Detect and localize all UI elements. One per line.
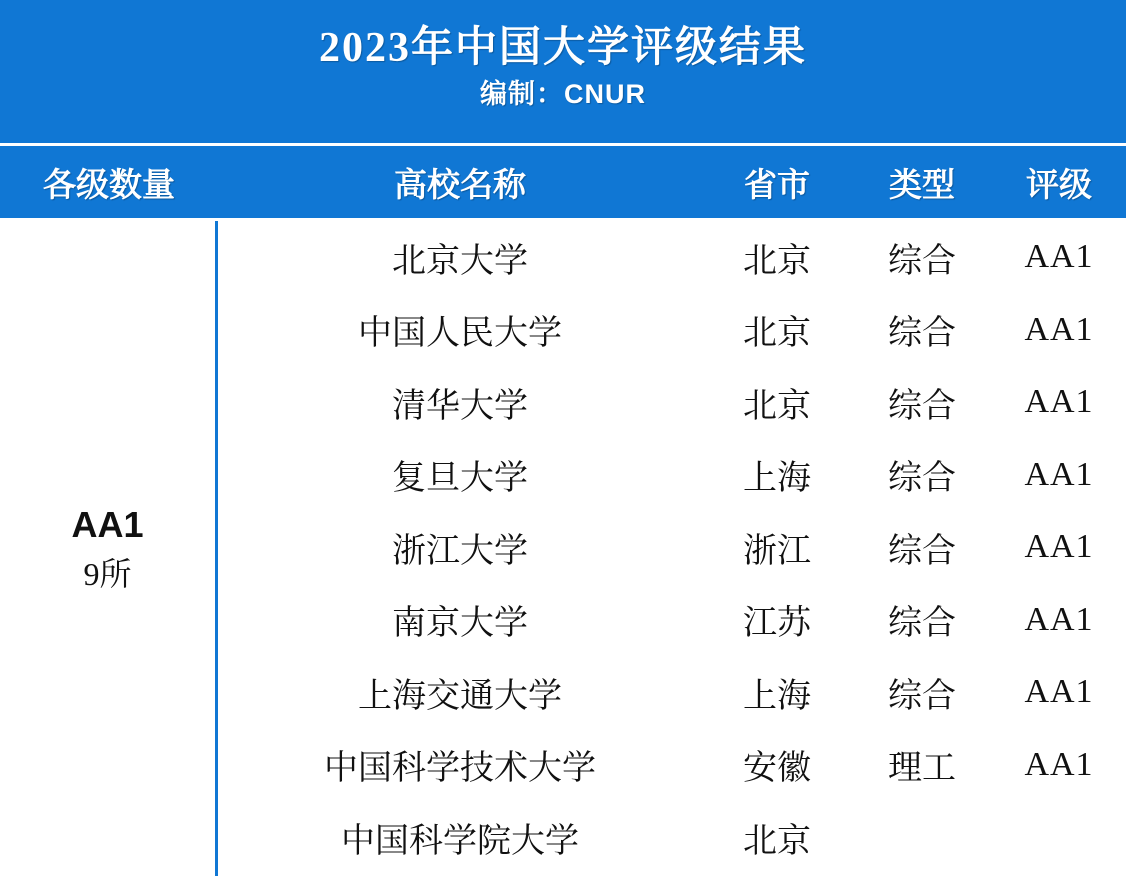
page-subtitle: 编制：CNUR bbox=[480, 79, 646, 109]
cell-university-name: 清华大学 bbox=[392, 387, 528, 425]
cell-university-name: 中国科学院大学 bbox=[341, 822, 579, 860]
table-row bbox=[218, 221, 1126, 294]
table-row bbox=[218, 366, 1126, 439]
cell-province: 上海 bbox=[743, 460, 811, 498]
cell-grade: AA1 bbox=[1024, 745, 1094, 783]
cell-type: 综合 bbox=[888, 677, 956, 715]
table-row bbox=[218, 511, 1126, 584]
table-row bbox=[218, 729, 1126, 802]
table-body bbox=[0, 221, 1126, 876]
grade-group-cell bbox=[0, 221, 218, 876]
grade-group-count: 9所 bbox=[83, 555, 132, 592]
cell-grade: AA1 bbox=[1024, 673, 1094, 711]
cell-province: 北京 bbox=[743, 315, 811, 353]
column-header-type: 类型 bbox=[889, 167, 955, 204]
column-header-count: 各级数量 bbox=[43, 167, 175, 204]
cell-province: 上海 bbox=[743, 677, 811, 715]
cell-type: 综合 bbox=[888, 315, 956, 353]
cell-university-name: 中国科学技术大学 bbox=[324, 750, 596, 788]
cell-university-name: 南京大学 bbox=[392, 605, 528, 643]
column-header-province: 省市 bbox=[744, 167, 810, 204]
cell-type: 理工 bbox=[888, 750, 956, 788]
cell-grade: AA1 bbox=[1024, 600, 1094, 638]
table-row bbox=[218, 656, 1126, 729]
table-row bbox=[218, 801, 1126, 874]
cell-type: 综合 bbox=[888, 242, 956, 280]
cell-university-name: 中国人民大学 bbox=[358, 315, 562, 353]
cell-province: 安徽 bbox=[743, 750, 811, 788]
title-band bbox=[0, 0, 1126, 146]
cell-grade: AA1 bbox=[1024, 455, 1094, 493]
page-title: 2023年中国大学评级结果 bbox=[318, 25, 807, 71]
cell-type: 综合 bbox=[888, 605, 956, 643]
cell-grade: AA1 bbox=[1024, 383, 1094, 421]
cell-university-name: 复旦大学 bbox=[392, 460, 528, 498]
column-header-grade: 评级 bbox=[1026, 167, 1092, 204]
cell-university-name: 上海交通大学 bbox=[358, 677, 562, 715]
table-row bbox=[218, 439, 1126, 512]
cell-grade: AA1 bbox=[1024, 310, 1094, 348]
cell-type: 综合 bbox=[888, 532, 956, 570]
cell-type: 综合 bbox=[888, 460, 956, 498]
column-header-name: 高校名称 bbox=[394, 167, 526, 204]
cell-province: 北京 bbox=[743, 242, 811, 280]
cell-province: 北京 bbox=[743, 387, 811, 425]
cell-grade: AA1 bbox=[1024, 528, 1094, 566]
grade-group-label: AA1 bbox=[71, 503, 144, 545]
cell-province: 北京 bbox=[743, 822, 811, 860]
cell-university-name: 北京大学 bbox=[392, 242, 528, 280]
table-header-row bbox=[0, 146, 1126, 221]
table-row bbox=[218, 584, 1126, 657]
cell-province: 江苏 bbox=[743, 605, 811, 643]
cell-grade: AA1 bbox=[1024, 238, 1094, 276]
table-rows bbox=[218, 221, 1126, 876]
cell-type: 综合 bbox=[888, 387, 956, 425]
cell-university-name: 浙江大学 bbox=[392, 532, 528, 570]
cell-province: 浙江 bbox=[743, 532, 811, 570]
table-row bbox=[218, 294, 1126, 367]
